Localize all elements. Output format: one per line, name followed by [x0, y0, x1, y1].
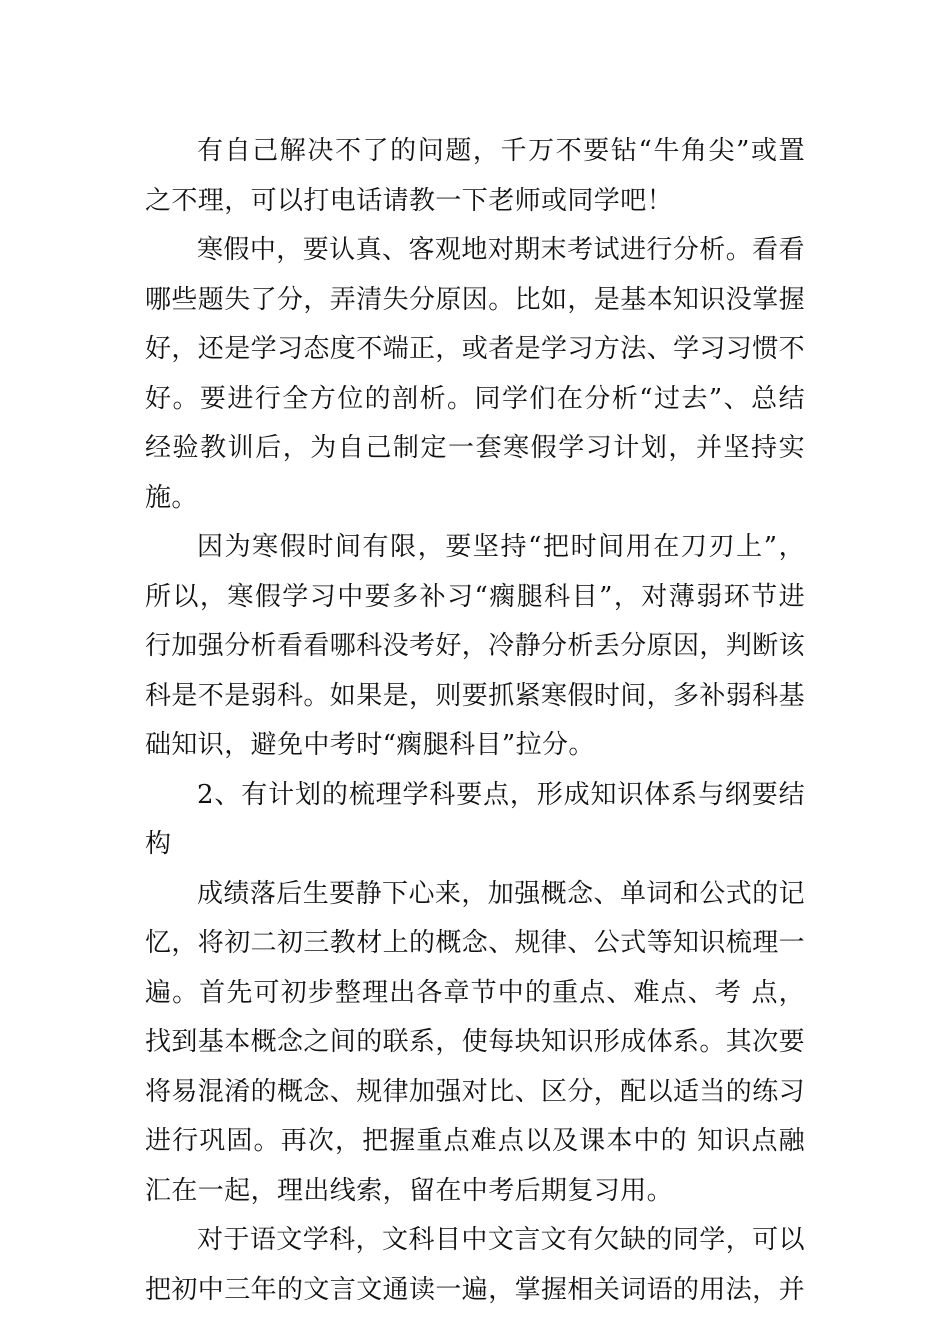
paragraph-1: 有自己解决不了的问题，千万不要钻“牛角尖”或置之不理，可以打电话请教一下老师或同学吧！: [145, 136, 805, 216]
section-heading: 2、有计划的梳理学科要点，形成知识体系与纲要结构: [145, 779, 805, 859]
paragraph-5: 对于语文学科，文科目中文言文有欠缺的同学，可以把初中三年的文言文通读一遍，掌握相关词语的用法，并: [145, 1225, 806, 1305]
document-body: [145, 127, 805, 1315]
paragraph-3: 因为寒假时间有限，要坚持“把时间用在刀刃上”，所以，寒假学习中要多补习“瘸腿科目”，对薄弱环节进行加强分析看看哪科没考好，冷静分析丢分原因，判断该科是不是弱科。如果是，则要抓紧寒假时间，多补弱科基础知识，避免中考时“瘸腿科目”拉分。: [145, 532, 806, 760]
paragraph-2: 寒假中，要认真、客观地对期末考试进行分析。看看哪些题失了分，弄清失分原因。比如，是基本知识没掌握好，还是学习态度不端正，或者是学习方法、学习习惯不好。要进行全方位的剖析。同学们在分析“过去”、总结经验教训后，为自己制定一套寒假学习计划，并坚持实施。: [145, 235, 806, 513]
paragraph-4: 成绩落后生要静下心来，加强概念、单词和公式的记忆，将初二初三教材上的概念、规律、公式等知识梳理一遍。首先可初步整理出各章节中的重点、难点、考 点，找到基本概念之间的联系，使每块知识形成体系。其次要将易混淆的概念、规律加强对比、区分，配以适当的练习进行巩固。再次，把握重点难点以及课本中的 知识点融汇在一起，理出线索，留在中考后期复习用。: [145, 878, 806, 1206]
